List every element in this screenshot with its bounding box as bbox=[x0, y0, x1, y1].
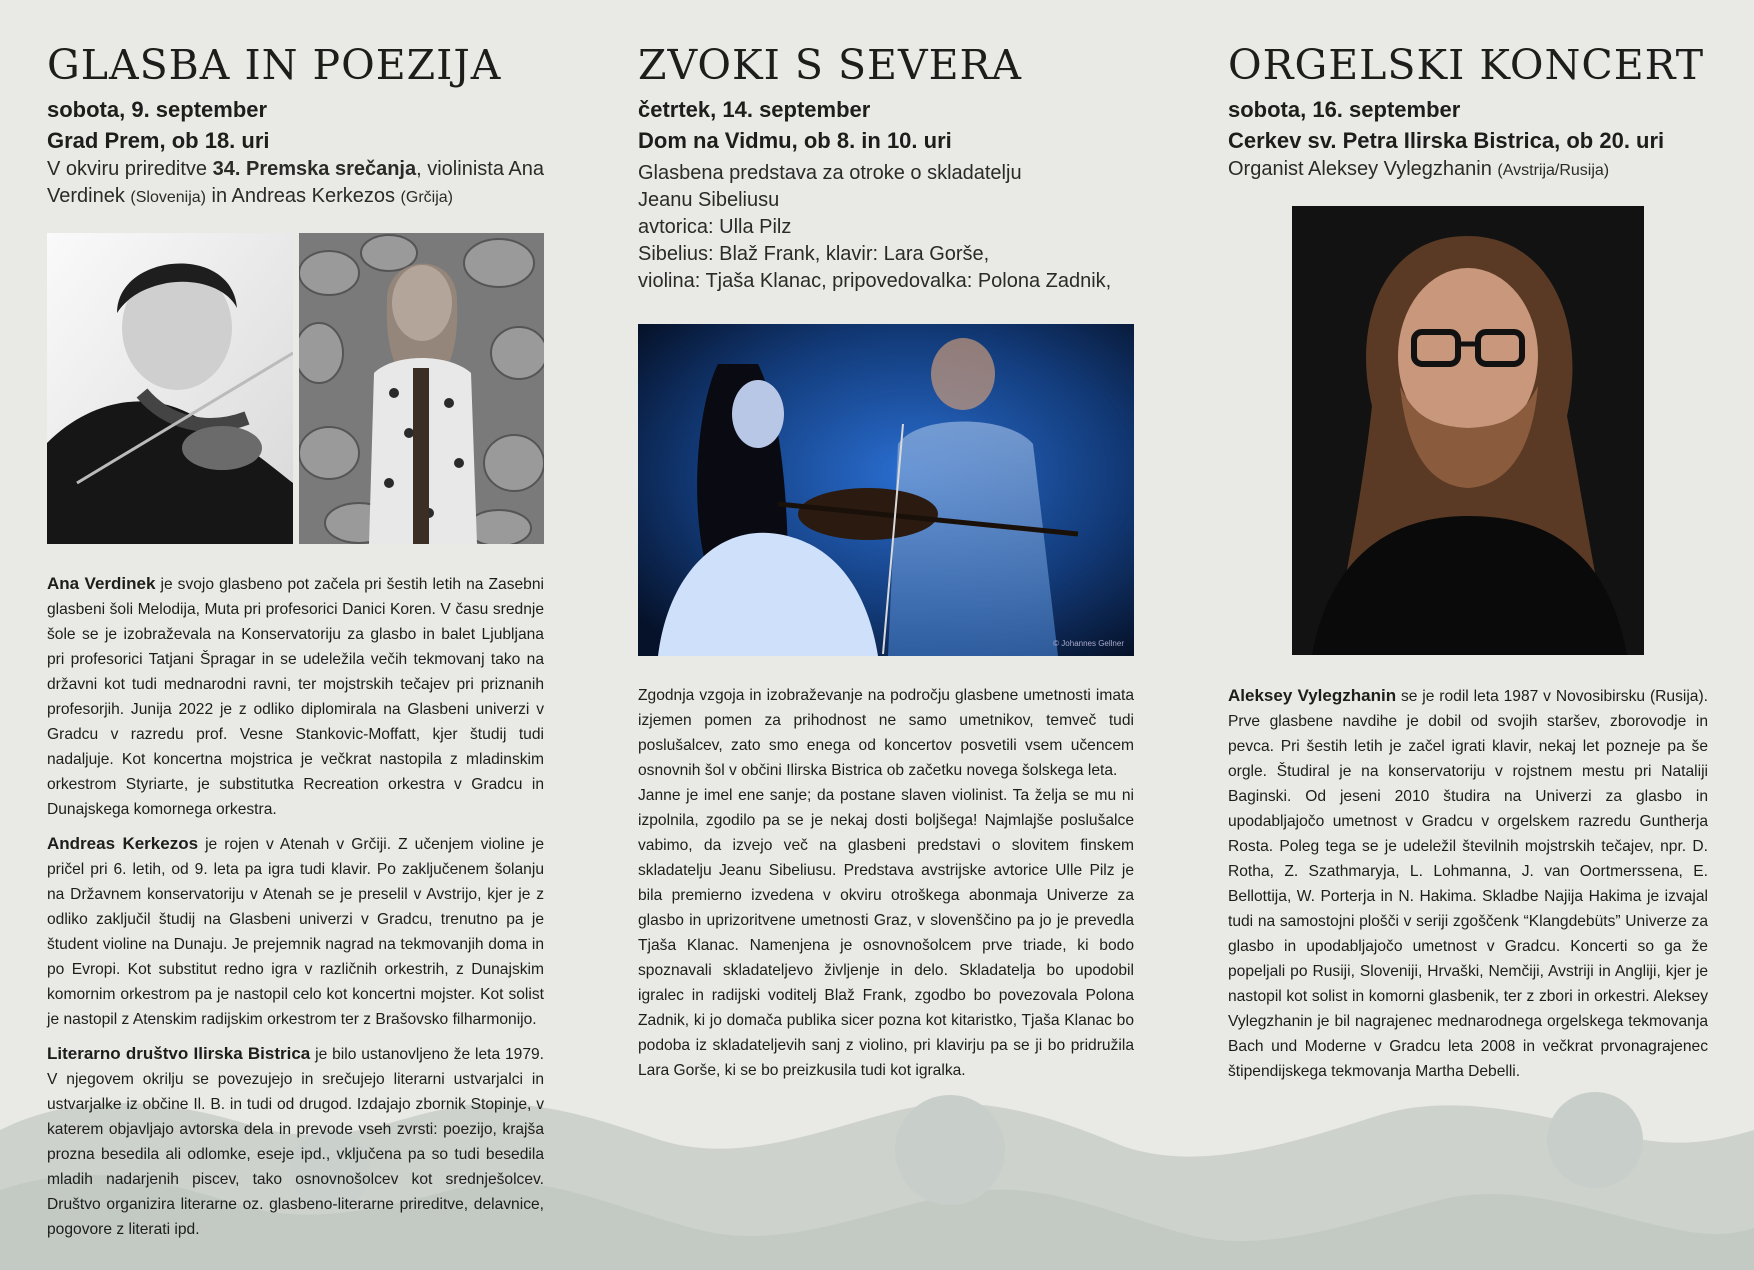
event-3-body bbox=[1228, 683, 1708, 1093]
event-venue: Cerkev sv. Petra Ilirska Bistrica, ob 20. uri bbox=[1228, 128, 1665, 153]
event-column-1 bbox=[47, 40, 545, 211]
bio-text: je svojo glasbeno pot začela pri šestih letih na Zasebni glasbeni šoli Melodija, Muta pri profesorici Danici Koren. V času srednje šole se je izobraževala na Konservatoriju za glasbo in balet Ljubljana pri profesorici Tatjani Špragar in se udeležila večih tekmovanj tako na državni kot tudi mednarodni ravni, ter mojstrskih tečajev pri priznanih profesorjih. Junija 2022 je z odliko diplomirala na Glasbeni univerzi v Gradcu v razredu prof. Vesne Stankovic-Moffatt, kjer študij tudi nadaljuje. Kot koncertna mojstrica je večkrat nastopila z mladinskim orkestrom Styriarte, je substitutka Recreation orkestra v Gradcu in Dunajskega komornega orkestra. bbox=[47, 576, 544, 818]
event-date: četrtek, 14. september bbox=[638, 97, 871, 122]
bio-paragraph bbox=[1228, 683, 1708, 1084]
desc-line: Sibelius: Blaž Frank, klavir: Lara Gorše, bbox=[638, 243, 990, 265]
bio-paragraph bbox=[47, 1041, 544, 1242]
photo-andreas-kerkezos bbox=[47, 233, 293, 544]
desc-text: , violinista Ana Verdinek bbox=[47, 158, 544, 207]
bio-name: Ana Verdinek bbox=[47, 574, 156, 593]
desc-country: (Slovenija) bbox=[130, 189, 206, 206]
event-date: sobota, 16. september bbox=[1228, 97, 1461, 122]
event-description bbox=[638, 160, 1134, 295]
desc-country: (Grčija) bbox=[400, 189, 453, 206]
bio-name: Aleksey Vylegzhanin bbox=[1228, 686, 1397, 705]
event-description bbox=[1228, 156, 1708, 184]
event-1-body bbox=[47, 571, 544, 1251]
event-venue: Dom na Vidmu, ob 8. in 10. uri bbox=[638, 128, 952, 153]
desc-text: Organist Aleksey Vylegzhanin bbox=[1228, 158, 1498, 180]
bio-paragraph bbox=[47, 831, 544, 1032]
body-paragraph: Janne je imel ene sanje; da postane slaven violinist. Ta želja se mu ni izpolnila, zgodilo pa se je nekaj dosti boljšega! Najmlajše poslušalce vabimo, da izvejo več na glasbeni predstavi o slovitem finskem skladatelju Jeanu Sibeliusu. Predstava avstrijske avtorice Ulle Pilz je bila premierno izvedena v okviru otroškega abonmaja Univerze za glasbo in uprizoritvene umetnosti Graz, v slovenščino pa jo je prevedla Tjaša Klanac. Namenjena je osnovnošolcem prve triade, ki bodo spoznavali skladateljevo življenje in delo. Skladatelja bo upodobil igralec in radijski voditelj Blaž Frank, zgodbo bo povezovala Polona Zadnik, ki jo domača publika sicer pozna kot kitaristko, Tjaša Klanac bo podoba iz skladateljevih sanj z violino, pri klavirju pa se ji bo pridružila Lara Gorše, ki se bo preizkusila tudi kot igralka. bbox=[638, 787, 1134, 1079]
event-column-3 bbox=[1228, 40, 1708, 184]
photo-ana-verdinek bbox=[299, 233, 544, 544]
desc-country: (Avstrija/Rusija) bbox=[1497, 162, 1610, 179]
photo-stage-violinist bbox=[638, 324, 1134, 656]
event-2-body bbox=[638, 683, 1134, 1092]
event-description bbox=[47, 156, 545, 211]
photo-credit: © Johannes Gellner bbox=[1053, 639, 1124, 648]
bio-text: je rojen v Atenah v Grčiji. Z učenjem violine je pričel pri 6. letih, od 9. leta pa igra tudi klavir. Po zaključenem šolanju na Državnem konservatoriju v Atenah se je preselil v Avstrijo, kjer je z odliko zaključil študij na Glasbeni univerzi v Gradcu, trenutno pa je študent violine na Dunaju. Je prejemnik nagrad na tekmovanjih doma in po Evropi. Kot substitut redno igra v različnih orkestrih, z Dunajskim komornim orkestrom pa je nastopil celo kot koncertni mojster. Kot solist je nastopil z Atenskim radijskim orkestrom ter z Brašovsko filharmonijo. bbox=[47, 836, 544, 1028]
bio-name: Literarno društvo Ilirska Bistrica bbox=[47, 1044, 311, 1063]
event-date: sobota, 9. september bbox=[47, 97, 268, 122]
bio-paragraph bbox=[47, 571, 544, 822]
body-paragraph: Zgodnja vzgoja in izobraževanje na področju glasbene umetnosti imata izjemen pomen za prihodnost ne samo umetnikov, temveč tudi poslušalcev, zato smo enega od koncertov posvetili vsem učencem osnovnih šol v občini Ilirska Bistrica ob začetku novega šolskega leta. bbox=[638, 687, 1134, 779]
desc-line: Glasbena predstava za otroke o skladatelju bbox=[638, 162, 1022, 184]
event-column-2 bbox=[638, 40, 1134, 295]
bio-text: je bilo ustanovljeno že leta 1979. V njegovem okrilju se povezujejo in srečujejo literarni ustvarjalci in ustvarjalke iz občine Il. B. in tudi od drugod. Izdajajo zbornik Stopinje, v katerem objavljajo avtorska dela in prevode vseh zvrsti: poezijo, krajša prozna besedila ali odlomke, eseje ipd., vključena pa so tudi besedila mladih nadarjenih piscev, tako osnovnošolcev kot srednješolcev. Društvo organizira literarne oz. glasbeno-literarne prireditve, delavnice, pogovore z literati ipd. bbox=[47, 1046, 544, 1238]
photo-aleksey-vylegzhanin bbox=[1292, 206, 1644, 655]
desc-line: Jeanu Sibeliusu bbox=[638, 189, 780, 211]
desc-line: avtorica: Ulla Pilz bbox=[638, 216, 792, 238]
event-title: ZVOKI S SEVERA bbox=[638, 41, 1023, 89]
desc-festival-name: 34. Premska srečanja bbox=[212, 158, 417, 180]
event-title: GLASBA IN POEZIJA bbox=[47, 41, 502, 89]
bio-text: se je rodil leta 1987 v Novosibirsku (Rusija). Prve glasbene navdihe je dobil od svojih staršev, zborovodje in pevca. Pri šestih letih je začel igrati klavir, nekaj let pozneje pa še orgle. Študiral je na konservatoriju v rojstnem mestu pri Nataliji Baginski. Od jeseni 2010 študira na Univerzi za glasbo in upodabljajočo umetnost v Gradcu v orgelskem razredu Guntherja Rosta. Poleg tega se je udeležil številnih mojstrskih tečajev, npr. D. Rotha, Z. Szathmaryja, L. Lohmanna, J. van Oortmerssena, E. Bellottija, W. Porterja in N. Hakima. Skladbe Najija Hakima je izvajal tudi na samostojni plošči v seriji zgoščenk “Klangdebüts” Univerze za glasbo in upodabljajočo umetnost v Gradcu. Koncerti so ga že popeljali po Rusiji, Sloveniji, Hrvaški, Nemčiji, Avstriji in Angliji, kjer je nastopil kot solist in komorni glasbenik, ter z zbori in orkestri. Aleksey Vylegzhanin je bil nagrajenec mednarodnega orgelskega tekmovanja Bach und Moderne v Gradcu leta 2008 in večkrat prvonagrajenec štipendijskega tekmovanja Martha Debelli. bbox=[1228, 688, 1708, 1080]
bio-name: Andreas Kerkezos bbox=[47, 834, 199, 853]
event-title: ORGELSKI KONCERT bbox=[1228, 41, 1705, 89]
event-venue: Grad Prem, ob 18. uri bbox=[47, 128, 270, 153]
desc-line: violina: Tjaša Klanac, pripovedovalka: Polona Zadnik, bbox=[638, 270, 1112, 292]
desc-text: in Andreas Kerkezos bbox=[205, 185, 401, 207]
desc-text: V okviru prireditve bbox=[47, 158, 213, 180]
